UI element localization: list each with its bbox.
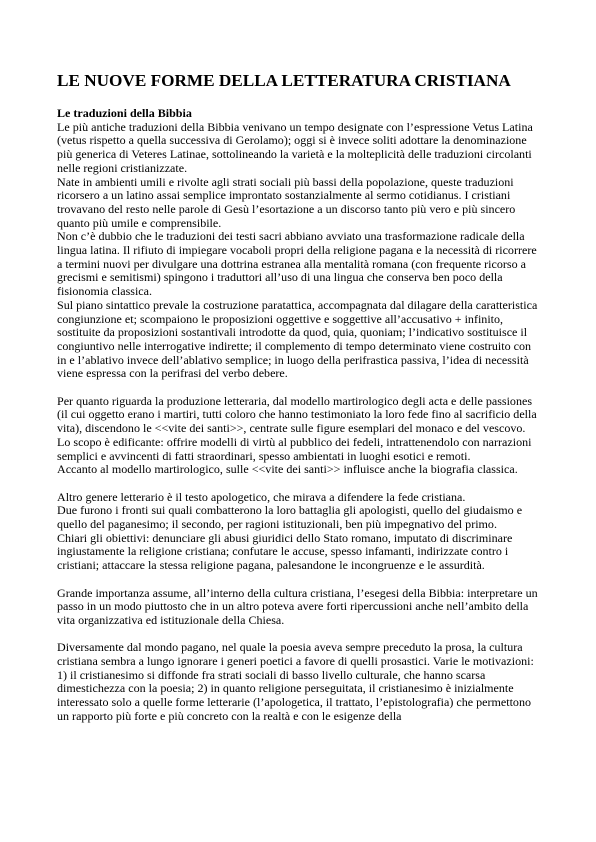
document-body xyxy=(57,107,540,724)
section-title: Le traduzioni della Bibbia xyxy=(57,106,192,120)
paragraph-trasformazione-lingua: Non c’è dubbio che le traduzioni dei testi sacri abbiano avviato una trasformazione radicale della lingua latina. Il rifiuto di impiegare vocaboli propri della religione pagana e la necessità di ricorrere a termini nuovi per divulgare una dottrina estranea alla mentalità romana (con frequente ricorso a grecismi e semitismi) spingono i traduttori all’uso di una lingua che conserva ben poco della fisionomia classica. xyxy=(57,229,537,299)
paragraph-poesia-prosa: Diversamente dal mondo pagano, nel quale la poesia aveva sempre preceduto la prosa, la cultura cristiana sembra a lungo ignorare i generi poetici a favore di quelli prosastici. Varie le motivazioni: 1) il cristianesimo si diffonde fra strati sociali di basso livello culturale, che hanno scarsa dimestichezza con la poesia; 2) in quanto religione perseguitata, il cristianesimo è inizialmente interessato solo a quelle forme letterarie (l’apologetica, il trattato, l’epistolografia) che permettono un rapporto più forte e più concreto con la realtà e con le esigenze della xyxy=(57,640,534,723)
paragraph-testo-apologetico: Altro genere letterario è il testo apologetico, che mirava a difendere la fede cristiana. xyxy=(57,489,466,504)
paragraph-gap xyxy=(57,573,540,587)
paragraph-biografia-classica: Accanto al modello martirologico, sulle <<vite dei santi>> influisce anche la biografia classica. xyxy=(57,462,518,477)
paragraph-piano-sintattico: Sul piano sintattico prevale la costruzione paratattica, accompagnata dal dilagare della caratteristica congiunzione et; scompaiono le proposizioni oggettive e soggettive all’accusativo + infinito, sostituite da proposizioni sostantivali introdotte da quod, quia, quoniam; l’indicativo sostituisce il congiuntivo nelle interrogative indirette; il complemento di tempo determinato viene costruito con in e l’ablativo invece dell’ablativo semplice; in luogo della perifrastica passiva, l’idea di necessità viene espressa con la perifrasi del verbo debere. xyxy=(57,297,538,381)
paragraph-fronti-apologisti: Due furono i fronti sui quali combatterono la loro battaglia gli apologisti, quello del giudaismo e quello del paganesimo; il secondo, per ragioni istituzionali, ben più impegnativo del primo. xyxy=(57,503,523,532)
paragraph-gap xyxy=(57,477,540,491)
paragraph-sermo-cotidianus: Nate in ambienti umili e rivolte agli strati sociali più bassi della popolazione, queste traduzioni ricorsero a un latino assai semplice improntato sostanzialmente al sermo cotidianus. I cristiani trovavano del resto nelle parole di Gesù l’esortazione a un discorso tanto più vero e più sincero quanto più umile e comprensibile. xyxy=(57,174,516,230)
paragraph-esegesi: Grande importanza assume, all’interno della cultura cristiana, l’esegesi della Bibbia: interpretare un passo in un modo piuttosto che in un altro poteva avere forti ripercussioni anche nell’ambito della vita organizzativa ed istituzionale della Chiesa. xyxy=(57,585,538,627)
paragraph-veteres-latinae: Le più antiche traduzioni della Bibbia venivano un tempo designate con l’espressione Vetus Latina (vetus rispetto a quella successiva di Gerolamo); oggi si è invece soliti adottare la denominazione più generica di Veteres Latinae, sottolineando la varietà e la molteplicità delle traduzioni circolanti nelle regioni cristianizzate. xyxy=(57,119,533,175)
document-title: LE NUOVE FORME DELLA LETTERATURA CRISTIANA xyxy=(57,71,511,90)
paragraph-gap xyxy=(57,628,540,642)
paragraph-obiettivi: Chiari gli obiettivi: denunciare gli abusi giuridici dello Stato romano, imputato di discriminare ingiustamente la religione cristiana; confutare le accuse, spesso infamanti, indirizzate contro i cristiani; attaccare la stessa religione pagana, palesandone le incongruenze e le assurdità. xyxy=(57,530,513,573)
paragraph-gap xyxy=(57,381,540,395)
paragraph-vite-dei-santi: Per quanto riguarda la produzione letteraria, dal modello martirologico degli acta e delle passiones (il cui oggetto erano i martiri, tutti coloro che hanno testimoniato la loro fede fino al sacrificio della vita), discendono le <<vite dei santi>>, centrate sulle figure esemplari del monaco e del vescovo. Lo scopo è edificante: offrire modelli di virtù al pubblico dei fedeli, intrattenendolo con narrazioni semplici e avvincenti di fatti straordinari, spesso ambientati in luoghi esotici e remoti. xyxy=(57,393,537,463)
